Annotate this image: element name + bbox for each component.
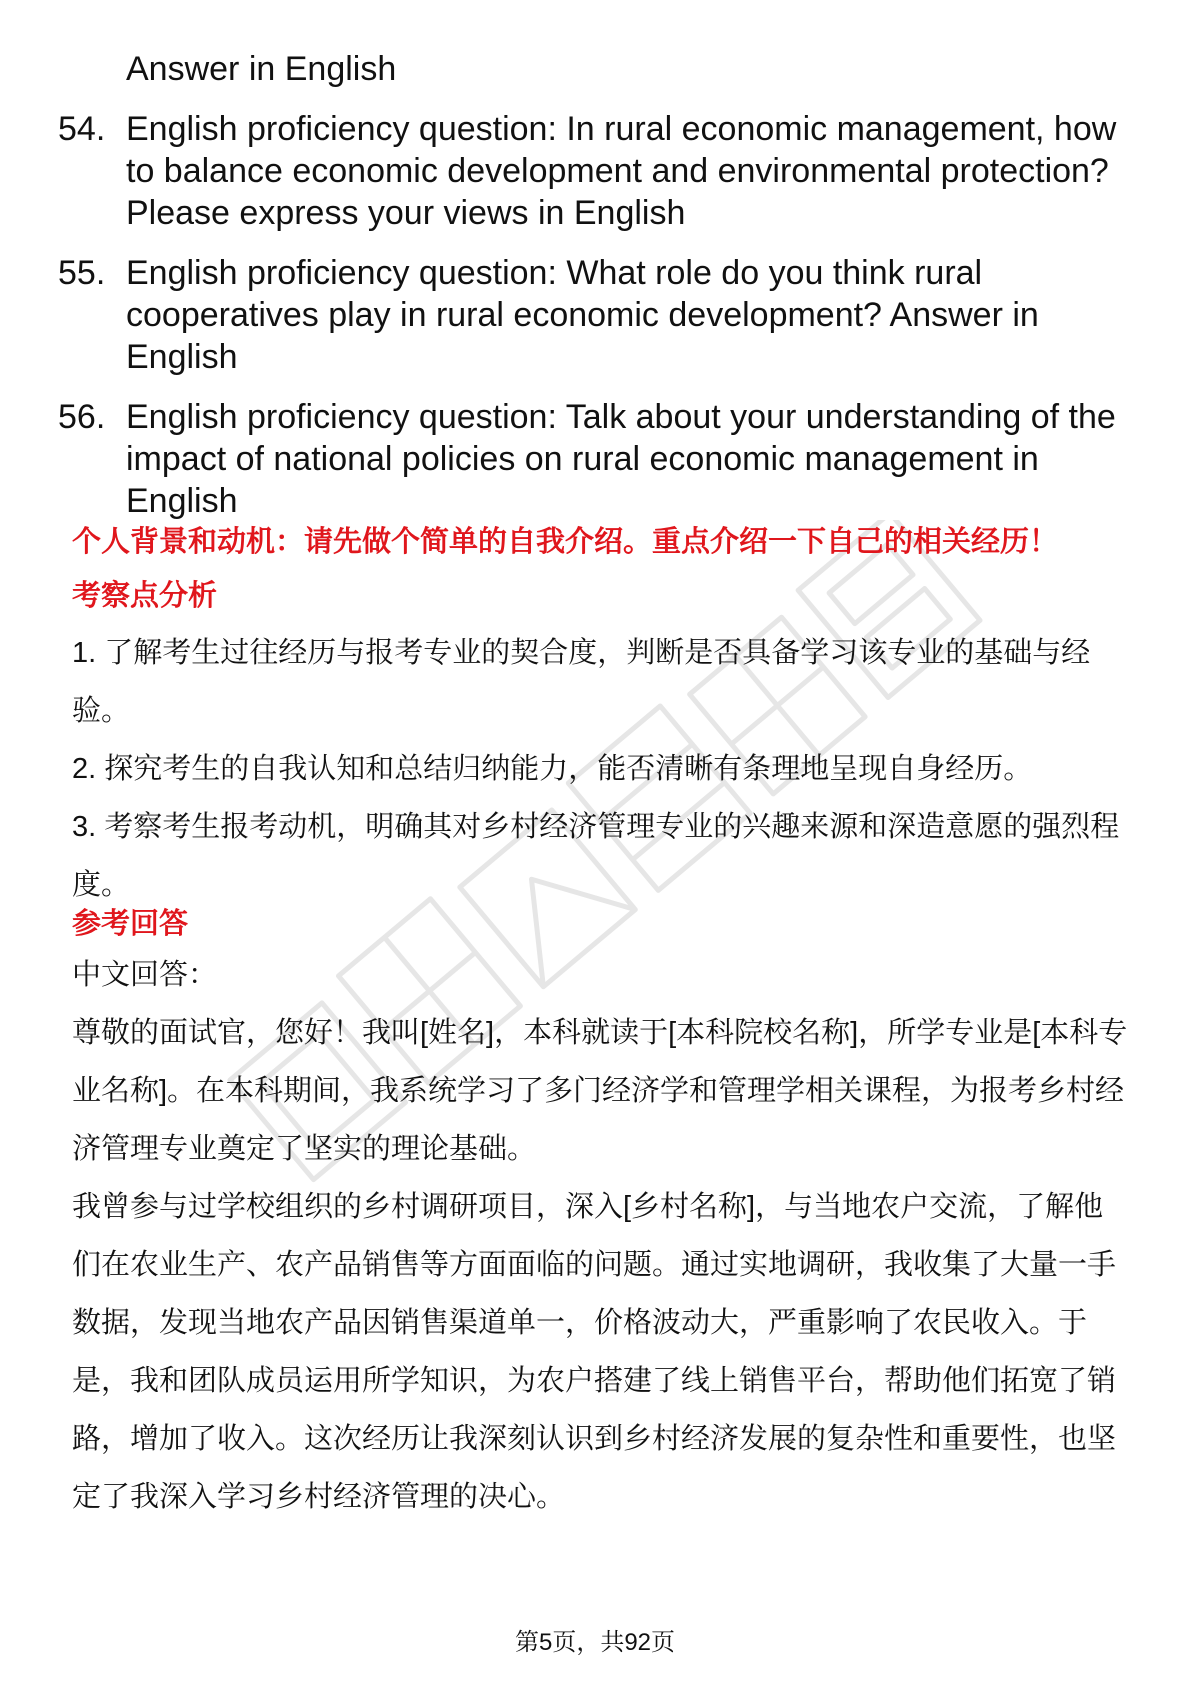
list-item-number: [58, 48, 126, 90]
list-item-text: English proficiency question: In rural economic management, how to balance economic development and environmental protection? Please express your views in English: [126, 110, 1117, 232]
analysis-section: [72, 576, 1132, 914]
list-item-number: 56.: [58, 398, 106, 436]
analysis-point: 3. 考察考生报考动机，明确其对乡村经济管理专业的兴趣来源和深造意愿的强烈程度。: [72, 811, 1120, 901]
analysis-heading: 考察点分析: [72, 580, 218, 612]
list-item: [58, 252, 1138, 378]
question-list: [58, 48, 1138, 540]
list-item: [58, 48, 1138, 90]
answer-paragraph: 我曾参与过学校组织的乡村调研项目，深入[乡村名称]，与当地农户交流，了解他们在农业生产、农产品销售等方面面临的问题。通过实地调研，我收集了大量一手数据，发现当地农产品因销售渠道单一，价格波动大，严重影响了农民收入。于是，我和团队成员运用所学知识，为农户搭建了线上销售平台，帮助他们拓宽了销路，增加了收入。这次经历让我深刻认识到乡村经济发展的复杂性和重要性，也坚定了我深入学习乡村经济管理的决心。: [72, 1191, 1117, 1513]
answer-paragraph: 尊敬的面试官，您好！我叫[姓名]，本科就读于[本科院校名称]，所学专业是[本科专业名称]。在本科期间，我系统学习了多门经济学和管理学相关课程，为报考乡村经济管理专业奠定了坚实的理论基础。: [72, 1017, 1128, 1165]
list-item-text: English proficiency question: What role do you think rural cooperatives play in rural economic development? Answer in English: [126, 254, 1039, 376]
analysis-point: 2. 探究考生的自我认知和总结归纳能力，能否清晰有条理地呈现自身经历。: [72, 753, 1033, 785]
list-item-text: Answer in English: [126, 50, 397, 88]
list-item: [58, 108, 1138, 234]
answer-section: [72, 904, 1132, 1526]
page-number: 第5页，共92页: [514, 1629, 676, 1656]
answer-heading: 参考回答: [72, 908, 189, 940]
question-section: [72, 522, 1132, 562]
list-item-number: 54.: [58, 110, 106, 148]
question-title: 个人背景和动机：请先做个简单的自我介绍。重点介绍一下自己的相关经历！: [72, 526, 1059, 558]
analysis-points: [72, 624, 1132, 914]
list-item-number: 55.: [58, 254, 106, 292]
list-item: [58, 396, 1138, 522]
analysis-point: 1. 了解考生过往经历与报考专业的契合度，判断是否具备学习该专业的基础与经验。: [72, 637, 1091, 727]
list-item-text: English proficiency question: Talk about your understanding of the impact of national policies on rural economic management in English: [126, 398, 1116, 520]
answer-subheading: 中文回答：: [72, 959, 218, 991]
